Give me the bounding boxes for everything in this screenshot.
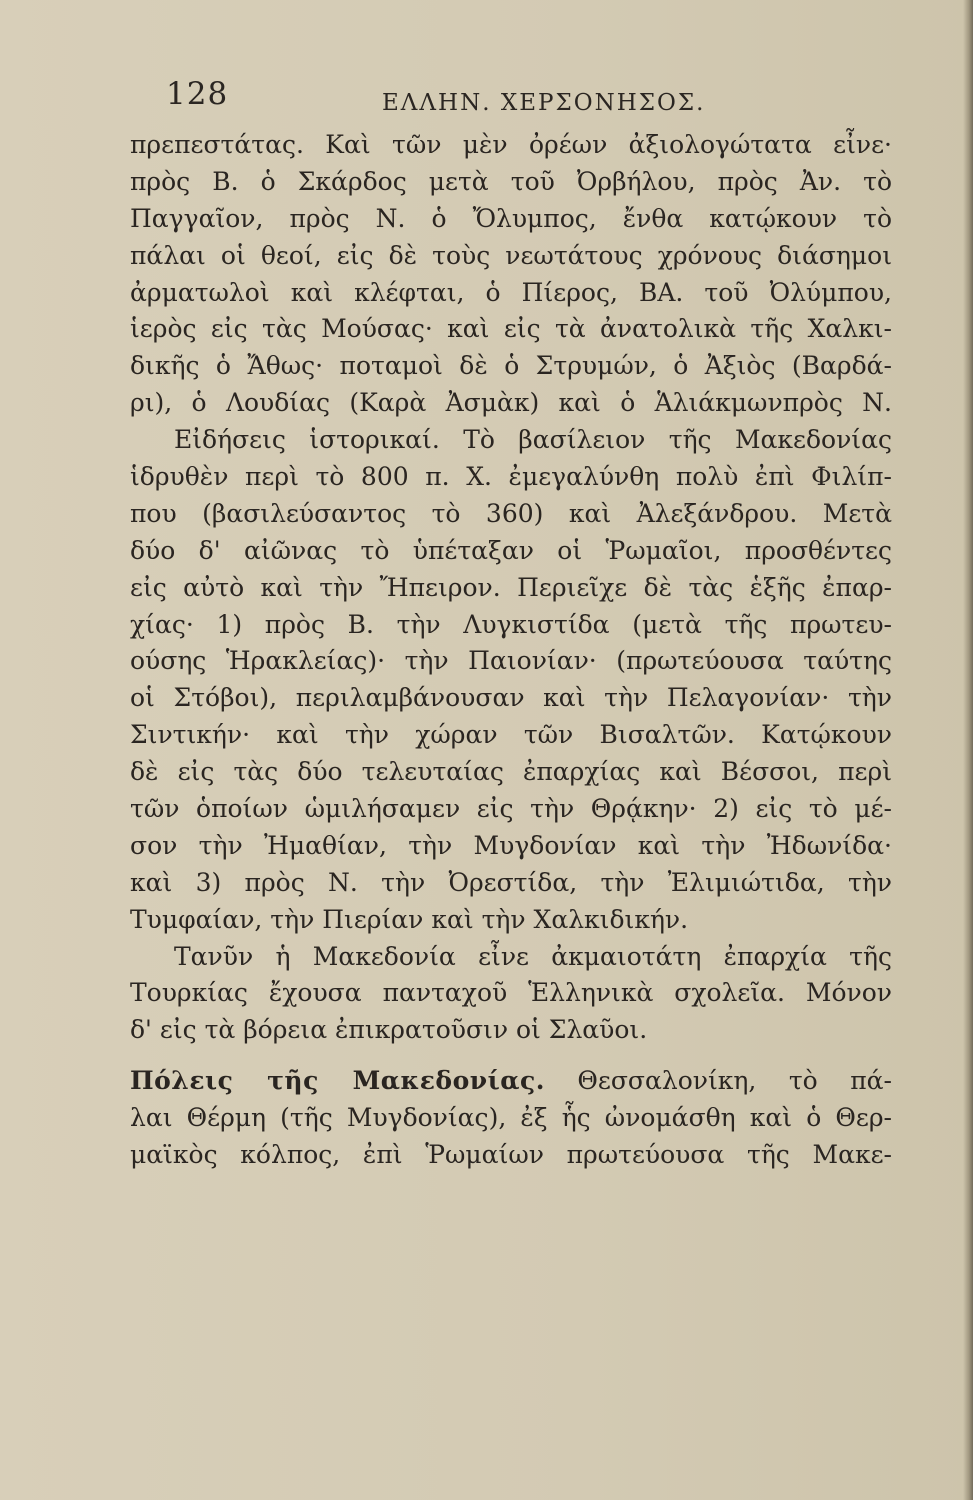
body-text: [130, 127, 892, 1174]
text-line: λαι Θέρμη (τῆς Μυγδονίας), ἐξ ἧς ὠνομάσθη καὶ ὁ Θερ-: [130, 1103, 892, 1133]
text-line: ἱδρυθὲν περὶ τὸ 800 π. Χ. ἐμεγαλύνθη πολὺ ἐπὶ Φιλίπ-: [130, 462, 892, 492]
page-edge-shadow: [963, 0, 973, 1500]
text-line: πάλαι οἱ θεοί, εἰς δὲ τοὺς νεωτάτους χρόνους διάσημοι: [130, 240, 892, 270]
text-line: δ' εἰς τὰ βόρεια ἐπικρατοῦσιν οἱ Σλαῦοι.: [130, 1015, 648, 1045]
page-number: 128: [166, 76, 229, 112]
paragraph-geography: [130, 127, 892, 422]
text-line: Τανῦν ἡ Μακεδονία εἶνε ἀκμαιοτάτη ἐπαρχία τῆς: [174, 941, 892, 971]
text-line: δὲ εἰς τὰς δύο τελευταίας ἐπαρχίας καὶ Βέσσοι, περὶ: [130, 757, 892, 787]
text-line: ούσης Ἡρακλείας)· τὴν Παιονίαν· (πρωτεύουσα ταύτης: [130, 646, 892, 676]
text-line: πρὸς Β. ὁ Σκάρδος μετὰ τοῦ Ὀρβήλου, πρὸς Ἀν. τὸ: [130, 166, 892, 196]
text-line: δύο δ' αἰῶνας τὸ ὑπέταξαν οἱ Ῥωμαῖοι, προσθέντες: [130, 535, 892, 565]
paragraph-history: [130, 422, 892, 938]
text-line: σον τὴν Ἠμαθίαν, τὴν Μυγδονίαν καὶ τὴν Ἠδωνίδα·: [130, 830, 892, 860]
running-title: ΕΛΛΗΝ. ΧΕΡΣΟΝΗΣΟΣ.: [382, 90, 706, 116]
text-line: Εἰδήσεις ἱστορικαί. Τὸ βασίλειον τῆς Μακεδονίας: [174, 425, 892, 455]
section-heading: Πόλεις τῆς Μακεδονίας.: [130, 1066, 545, 1096]
text-line: καὶ 3) πρὸς Ν. τὴν Ὀρεστίδα, τὴν Ἐλιμιώτιδα, τὴν: [130, 867, 892, 897]
text-line: χίας· 1) πρὸς Β. τὴν Λυγκιστίδα (μετὰ τῆς πρωτευ-: [130, 609, 892, 639]
text-line: [130, 1063, 892, 1100]
text-line: Σιντικήν· καὶ τὴν χώραν τῶν Βισαλτῶν. Κατῴκουν: [130, 720, 892, 750]
text-line: Τουρκίας ἔχουσα πανταχοῦ Ἑλληνικὰ σχολεῖα. Μόνον: [130, 978, 892, 1008]
paragraph-cities: [130, 1063, 892, 1174]
text-line: που (βασιλεύσαντος τὸ 360) καὶ Ἀλεξάνδρου. Μετὰ: [130, 498, 892, 528]
paragraph-spacer: [130, 1049, 892, 1063]
text-line: οἱ Στόβοι), περιλαμβάνουσαν καὶ τὴν Πελαγονίαν· τὴν: [130, 683, 892, 713]
text-line: ἀρματωλοὶ καὶ κλέφται, ὁ Πίερος, ΒΑ. τοῦ Ὀλύμπου,: [130, 277, 892, 307]
page-header: [0, 76, 973, 116]
text-line: Παγγαῖον, πρὸς Ν. ὁ Ὄλυμπος, ἔνθα κατῴκουν τὸ: [130, 203, 892, 233]
heading-line-rest: Θεσσαλονίκη, τὸ πά-: [577, 1066, 892, 1096]
text-line: πρεπεστάτας. Καὶ τῶν μὲν ὀρέων ἀξιολογώτατα εἶνε·: [130, 130, 892, 159]
text-line: εἰς αὐτὸ καὶ τὴν Ἤπειρον. Περιεῖχε δὲ τὰς ἑξῆς ἐπαρ-: [130, 572, 892, 602]
text-line: μαϊκὸς κόλπος, ἐπὶ Ῥωμαίων πρωτεύουσα τῆς Μακε-: [130, 1140, 892, 1170]
text-line: τῶν ὁποίων ὡμιλήσαμεν εἰς τὴν Θρᾴκην· 2) εἰς τὸ μέ-: [130, 794, 892, 824]
text-line: Τυμφαίαν, τὴν Πιερίαν καὶ τὴν Χαλκιδικήν.: [130, 904, 689, 934]
text-line: ρι), ὁ Λουδίας (Καρὰ Ἀσμὰκ) καὶ ὁ Ἁλιάκμωνπρὸς Ν.: [130, 388, 892, 418]
text-line: ἱερὸς εἰς τὰς Μούσας· καὶ εἰς τὰ ἀνατολικὰ τῆς Χαλκι-: [130, 314, 892, 344]
text-line: δικῆς ὁ Ἄθως· ποταμοὶ δὲ ὁ Στρυμών, ὁ Ἀξιὸς (Βαρδά-: [130, 351, 892, 381]
paragraph-present: [130, 939, 892, 1050]
